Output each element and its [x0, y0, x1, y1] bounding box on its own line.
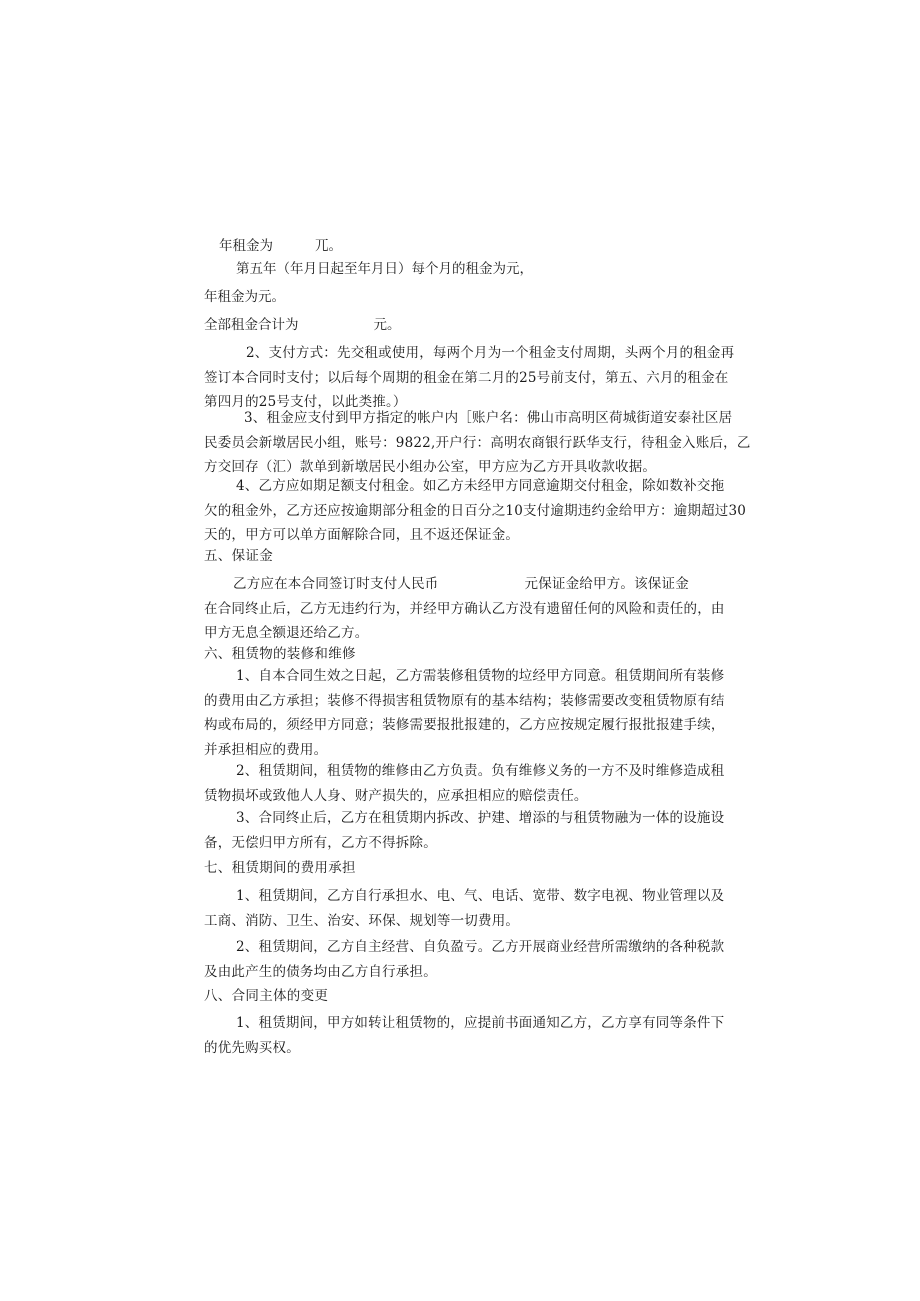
paragraph-line: 的费用由乙方承担；装修不得损害租赁物原有的基本结构；装修需要改变租赁物原有结: [204, 692, 725, 709]
paragraph-line: 欠的租金外，乙方还应按逾期部分租金的日百分之10支付逾期违约金给甲方：逾期超过30: [204, 502, 747, 519]
tax-paragraph: [204, 935, 725, 984]
paragraph-line: 构或布局的，须经甲方同意；装修需要报批报建的，乙方应按规定履行报批报建手续，: [204, 717, 725, 733]
payment-account-paragraph: [204, 406, 751, 480]
renovation-paragraph: [204, 664, 725, 762]
annual-rent-label: 年租金为: [219, 238, 273, 254]
total-rent-unit: 元。: [373, 317, 401, 333]
paragraph-line: 4、乙方应如期足额支付租金。如乙方未经甲方同意逾期交付租金，除如数补交拖: [236, 478, 725, 494]
paragraph-line: [204, 572, 710, 597]
year-five-line: 第五年（年月日起至年月日）每个月的租金为元，: [236, 261, 533, 277]
paragraph-line: 并承担相应的费用。: [204, 741, 328, 758]
paragraph-line: 方交回存（汇）款单到新墩居民小组办公室，甲方应为乙方开具收款收据。: [204, 459, 657, 475]
paragraph-line: 备，无偿归甲方所有，乙方不得拆除。: [204, 834, 437, 851]
paragraph-line: 工商、消防、卫生、治安、环保、规划等一切费用。: [204, 912, 520, 929]
expenses-paragraph: [204, 884, 725, 933]
total-rent-line: [204, 313, 710, 338]
transfer-paragraph: [204, 1011, 725, 1060]
paragraph-line: 2、租赁期间，乙方自主经营、自负盈亏。乙方开展商业经营所需缴纳的各种税款: [236, 939, 725, 955]
section-six-heading: 六、租赁物的装修和维修: [204, 646, 356, 662]
facilities-paragraph: [204, 806, 725, 855]
paragraph-line: 甲方无息全额退还给乙方。: [204, 625, 369, 641]
paragraph-line: 赁物损坏或致他人人身、财产损失的，应承担相应的赔偿责任。: [204, 787, 588, 804]
paragraph-line: 2、租赁期间，租赁物的维修由乙方负责。负有维修义务的一方不及时维修造成租: [236, 763, 725, 779]
annual-rent-unit: 兀。: [315, 238, 342, 254]
section-seven-heading: 七、租赁期间的费用承担: [204, 860, 356, 876]
annual-rent-line-2: 年租金为元。: [204, 289, 285, 305]
deposit-text-a: 乙方应在本合同签订时支付人民币: [233, 576, 439, 592]
paragraph-line: 在合同终止后，乙方无违约行为，并经甲方确认乙方没有遗留任何的风险和责任的，由: [204, 600, 725, 617]
maintenance-paragraph: [204, 759, 725, 808]
deposit-text-b: 元保证金给甲方。该保证金: [524, 576, 689, 592]
section-five-heading: 五、保证金: [204, 548, 273, 564]
paragraph-line: 及由此产生的债务均由乙方自行承担。: [204, 963, 437, 980]
paragraph-line: 1、租赁期间，甲方如转让租赁物的，应提前书面通知乙方，乙方享有同等条件下: [236, 1015, 725, 1031]
paragraph-line: 第四月的25号支付，以此类推。）: [204, 394, 407, 410]
paragraph-line: 2、支付方式：先交租或使用，每两个月为一个租金支付周期，头两个月的租金再: [246, 345, 735, 361]
late-payment-paragraph: [204, 474, 747, 548]
annual-rent-line: [219, 234, 725, 259]
paragraph-line: 的优先购买权。: [204, 1039, 300, 1056]
paragraph-line: 签订本合同时支付；以后每个周期的租金在第二月的25号前支付，第五、六月的租金在: [204, 369, 729, 386]
total-rent-label: 全部租金合计为: [204, 317, 299, 333]
paragraph-line: 1、自本合同生效之日起，乙方需装修租赁物的垃经甲方同意。租赁期间所有装修: [236, 668, 725, 684]
paragraph-line: 天的，甲方可以单方面解除合同，且不返还保证金。: [204, 527, 520, 543]
payment-method-paragraph: [204, 341, 735, 415]
paragraph-line: 3、合同终止后，乙方在租赁期内拆改、护建、增添的与租赁物融为一体的设施设: [236, 810, 725, 826]
paragraph-line: 1、租赁期间，乙方自行承担水、电、气、电话、宽带、数字电视、物业管理以及: [236, 888, 725, 904]
paragraph-line: 3、租金应支付到甲方指定的帐户内［账户名：佛山市高明区荷城街道安泰社区居: [244, 410, 733, 426]
section-eight-heading: 八、合同主体的变更: [204, 988, 329, 1004]
paragraph-line: 民委员会新墩居民小组，账号：9822,开户行：高明农商银行跃华支行，待租金入账后，乙: [204, 434, 751, 451]
deposit-paragraph: [204, 572, 725, 646]
